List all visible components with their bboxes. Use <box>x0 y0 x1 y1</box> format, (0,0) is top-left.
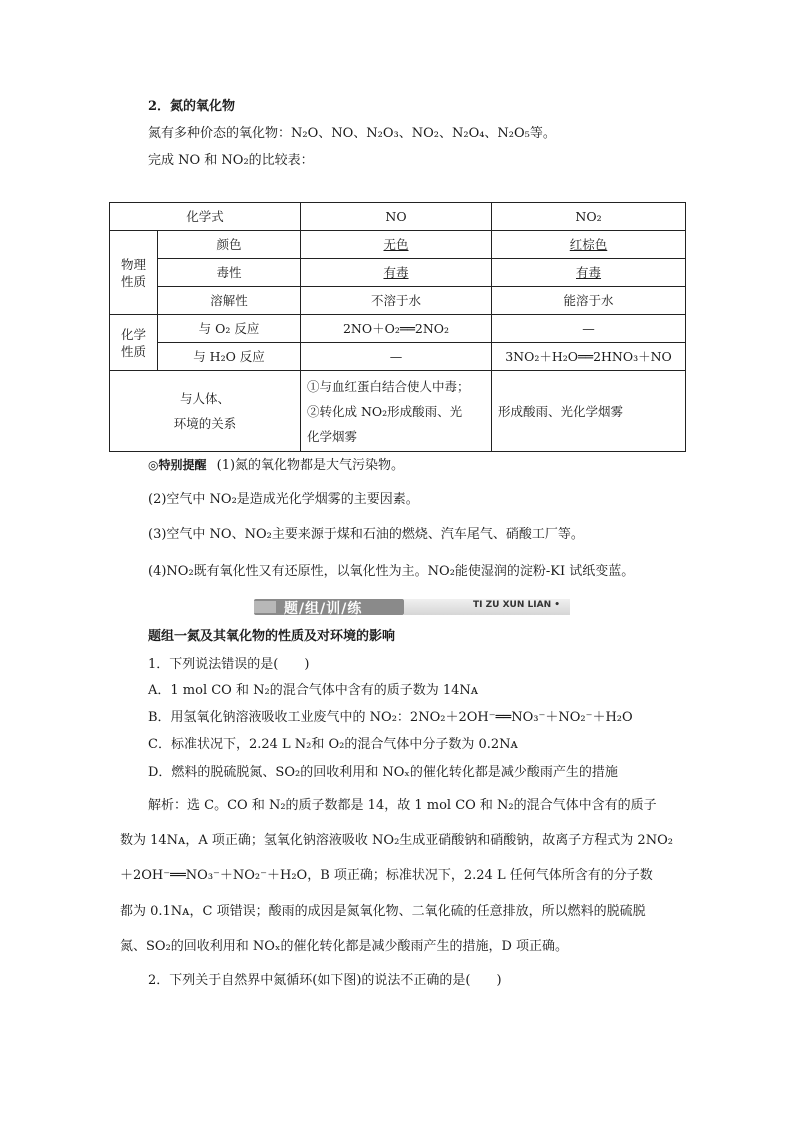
tips-first-line <box>148 456 404 475</box>
row-label-color: 颜色 <box>158 231 301 259</box>
q1-option-d: D．燃料的脱硫脱氮、SO₂的回收利用和 NOₓ的催化转化都是减少酸雨产生的措施 <box>148 765 618 780</box>
cell-no2-h2o: 3NO₂＋H₂O══2HNO₃＋NO <box>492 343 686 371</box>
cell-no2-color: 红棕色 <box>492 231 686 259</box>
cell-no2-solubility: 能溶于水 <box>492 287 686 315</box>
table-row <box>110 315 686 343</box>
q1-option-a: A．1 mol CO 和 N₂的混合气体中含有的质子数为 14Nᴀ <box>148 683 479 698</box>
table-row <box>110 231 686 259</box>
row-label-environment: 与人体、 环境的关系 <box>110 371 301 452</box>
q1-stem: 1．下列说法错误的是( ) <box>148 657 310 672</box>
header-no2: NO₂ <box>492 203 686 231</box>
banner-pinyin-block <box>404 599 570 615</box>
banner-title-block <box>254 599 404 615</box>
analysis-line-4: 都为 0.1Nᴀ，C 项错误；酸雨的成因是氮氧化物、二氧化硫的任意排放，所以燃料的脱硫脱 <box>120 904 646 919</box>
analysis-line-1: 解析：选 C。CO 和 N₂的质子数都是 14，故 1 mol CO 和 N₂的混合气体中含有的质子 <box>148 798 657 813</box>
cell-no2-o2: — <box>492 315 686 343</box>
cell-no-o2: 2NO＋O₂══2NO₂ <box>301 315 492 343</box>
tip-3: (3)空气中 NO、NO₂主要来源于煤和石油的燃烧、汽车尾气、硝酸工厂等。 <box>148 527 584 542</box>
q1-option-c: C．标准状况下，2.24 L N₂和 O₂的混合气体中分子数为 0.2Nᴀ <box>148 737 518 752</box>
cell-no-solubility: 不溶于水 <box>301 287 492 315</box>
row-label-solubility: 溶解性 <box>158 287 301 315</box>
intro-text: 氮有多种价态的氧化物：N₂O、NO、N₂O₃、NO₂、N₂O₄、N₂O₅等。 <box>148 126 556 141</box>
table-row <box>110 371 686 452</box>
tip-2: (2)空气中 NO₂是造成光化学烟雾的主要因素。 <box>148 492 419 507</box>
row-label-h2o-reaction: 与 H₂O 反应 <box>158 343 301 371</box>
group-physical: 物理 性质 <box>110 231 158 315</box>
table-row <box>110 287 686 315</box>
group-heading: 题组一氮及其氧化物的性质及对环境的影响 <box>148 629 396 644</box>
row-label-o2-reaction: 与 O₂ 反应 <box>158 315 301 343</box>
cell-no-color: 无色 <box>301 231 492 259</box>
section-heading: 2．氮的氧化物 <box>148 99 236 114</box>
table-header-row <box>110 203 686 231</box>
row-label-toxicity: 毒性 <box>158 259 301 287</box>
analysis-line-2: 数为 14Nᴀ，A 项正确；氢氧化钠溶液吸收 NO₂生成亚硝酸钠和硝酸钠，故离子方程式为 2NO₂ <box>120 833 673 848</box>
q1-option-b: B．用氢氧化钠溶液吸收工业废气中的 NO₂：2NO₂＋2OH⁻══NO₃⁻＋NO₂⁻＋H₂O <box>148 710 633 725</box>
tip-4: (4)NO₂既有氧化性又有还原性，以氧化性为主。NO₂能使湿润的淀粉-KI 试纸变蓝。 <box>148 564 635 579</box>
group-chemical: 化学 性质 <box>110 315 158 371</box>
analysis-line-3: ＋2OH⁻══NO₃⁻＋NO₂⁻＋H₂O，B 项正确；标准状况下，2.24 L 任何气体所含有的分子数 <box>120 868 653 883</box>
analysis-line-5: 氮、SO₂的回收利用和 NOₓ的催化转化都是减少酸雨产生的措施，D 项正确。 <box>120 939 569 954</box>
q2-stem: 2．下列关于自然界中氮循环(如下图)的说法不正确的是( ) <box>148 973 502 988</box>
banner-title: 题/组/训/练 <box>284 601 363 617</box>
tip-1: (1)氮的氧化物都是大气污染物。 <box>216 458 405 473</box>
cell-no-toxicity: 有毒 <box>301 259 492 287</box>
table-row <box>110 343 686 371</box>
practice-banner <box>254 597 570 617</box>
cell-no2-environment: 形成酸雨、光化学烟雾 <box>492 371 686 452</box>
header-formula: 化学式 <box>110 203 301 231</box>
cell-no-environment: ①与血红蛋白结合使人中毒； ②转化成 NO₂形成酸雨、光 化学烟雾 <box>301 371 492 452</box>
cell-no-h2o: — <box>301 343 492 371</box>
tips-label: ◎特别提醒 <box>148 458 207 472</box>
table-row <box>110 259 686 287</box>
task-text: 完成 NO 和 NO₂的比较表： <box>148 153 314 168</box>
comparison-table <box>109 202 686 452</box>
banner-pinyin: TI ZU XUN LIAN • <box>473 600 560 610</box>
header-no: NO <box>301 203 492 231</box>
cell-no2-toxicity: 有毒 <box>492 259 686 287</box>
